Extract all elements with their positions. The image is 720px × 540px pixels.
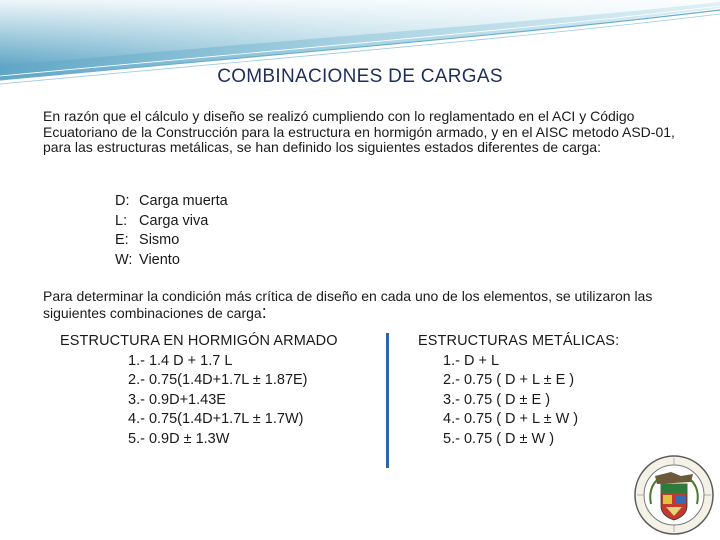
load-code: L: [115,212,128,229]
load-state-live [115,212,228,232]
load-label: Carga muerta [139,193,228,209]
concrete-heading: ESTRUCTURA EN HORMIGÓN ARMADO [60,333,338,349]
combination-item: 4.- 0.75(1.4D+1.7L ± 1.7W) [128,411,304,427]
steel-column [418,332,619,449]
load-code: W: [115,251,133,268]
load-code: D: [115,193,130,209]
intro-paragraph: En razón que el cálculo y diseño se realizó cumpliendo con lo reglamentado en el ACI y Código Ecuatoriano de la Construcción para la estructura en hormigón armado, y en el AISC metodo ASD-01, para las estructuras metálicas, se han definido los siguientes estados diferentes de carga: [43,108,675,155]
university-seal-logo [633,454,715,536]
combination-item: 1.- 1.4 D + 1.7 L [128,352,233,369]
load-label: Sismo [139,232,180,249]
load-label: Viento [139,251,180,268]
combination-item: 1.- D + L [443,352,500,369]
load-states-list [115,192,228,270]
combination-item: 3.- 0.9D+1.43E [128,391,226,408]
combination-item: 5.- 0.75 ( D ± W ) [443,430,555,447]
load-code: E: [115,232,129,249]
combination-item: 2.- 0.75(1.4D+1.7L ± 1.87E) [128,372,308,388]
concrete-combinations [60,352,338,450]
load-state-wind [115,251,228,271]
column-divider [386,333,389,468]
load-label: Carga viva [139,212,209,229]
combinations-intro [43,289,683,321]
concrete-column [60,332,338,449]
combinations-intro-colon: : [261,301,267,322]
page-title: COMBINACIONES DE CARGAS [217,66,503,87]
load-state-dead [115,192,228,212]
combination-item: 2.- 0.75 ( D + L ± E ) [443,372,575,388]
combination-item: 4.- 0.75 ( D + L ± W ) [443,411,579,427]
combination-item: 5.- 0.9D ± 1.3W [128,430,230,447]
combination-item: 3.- 0.75 ( D ± E ) [443,391,551,408]
combinations-intro-text: Para determinar la condición más crítica de diseño en cada uno de los elementos, se utilizaron las siguientes combinaciones de carga [43,288,653,321]
steel-combinations [418,352,619,450]
load-state-seismic [115,231,228,251]
steel-heading: ESTRUCTURAS METÁLICAS: [418,333,620,349]
